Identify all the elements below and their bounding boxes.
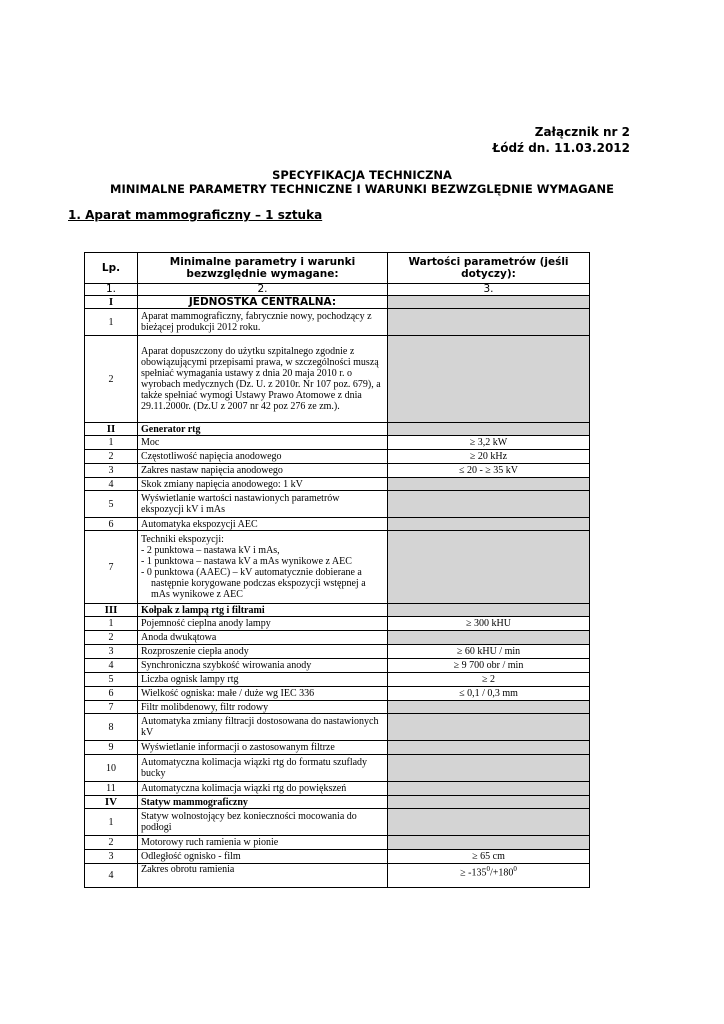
- table-row: [85, 617, 590, 631]
- row-lp: 7: [85, 701, 138, 714]
- row-lp: 3: [85, 850, 138, 864]
- row-param: Aparat mammograficzny, fabrycznie nowy, pochodzący z bieżącej produkcji 2012 roku.: [138, 309, 388, 336]
- attachment-header: [493, 124, 630, 156]
- row-value: ≥ 3,2 kW: [388, 436, 590, 450]
- table-row: [85, 796, 590, 809]
- row-lp: 6: [85, 518, 138, 531]
- row-param: Skok zmiany napięcia anodowego: 1 kV: [138, 478, 388, 491]
- row-value: [388, 631, 590, 645]
- row-param: Filtr molibdenowy, filtr rodowy: [138, 701, 388, 714]
- exposure-item: - 1 punktowa – nastawa kV a mAs wynikowe z AEC: [141, 556, 352, 567]
- row-param: Automatyczna kolimacja wiązki rtg do powiększeń: [138, 782, 388, 796]
- row-param: [138, 531, 388, 604]
- row-value: ≤ 0,1 / 0,3 mm: [388, 687, 590, 701]
- table-row: [85, 809, 590, 836]
- title-line-2: MINIMALNE PARAMETRY TECHNICZNE I WARUNKI BEZWZGLĘDNIE WYMAGANE: [110, 182, 614, 196]
- row-value: [388, 336, 590, 423]
- row-lp: 9: [85, 741, 138, 755]
- section-heading: 1. Aparat mammograficzny – 1 sztuka: [68, 208, 323, 222]
- row-value: ≥ 9 700 obr / min: [388, 659, 590, 673]
- table-row: [85, 604, 590, 617]
- header-lp: Lp.: [85, 253, 138, 284]
- table-row: [85, 423, 590, 436]
- table-row: [85, 464, 590, 478]
- column-number-2: 2.: [138, 284, 388, 296]
- row-lp: 4: [85, 659, 138, 673]
- row-param: Rozproszenie ciepła anody: [138, 645, 388, 659]
- row-value: ≥ 60 kHU / min: [388, 645, 590, 659]
- column-number-1: 1.: [85, 284, 138, 296]
- table-row: [85, 450, 590, 464]
- row-value: [388, 755, 590, 782]
- table-row: [85, 673, 590, 687]
- document-titles: [0, 168, 724, 196]
- row-param: Wyświetlanie wartości nastawionych parametrów ekspozycji kV i mAs: [138, 491, 388, 518]
- table-row: [85, 309, 590, 336]
- table-row: [85, 687, 590, 701]
- header-param: Minimalne parametry i warunki bezwzględnie wymagane:: [138, 253, 388, 284]
- degree-sup: 0: [486, 865, 490, 873]
- row-param: Synchroniczna szybkość wirowania anody: [138, 659, 388, 673]
- table-row: [85, 531, 590, 604]
- row-lp: 6: [85, 687, 138, 701]
- row-lp: II: [85, 423, 138, 436]
- row-lp: 4: [85, 478, 138, 491]
- row-lp: 5: [85, 491, 138, 518]
- row-value: [388, 796, 590, 809]
- row-value: [388, 423, 590, 436]
- exposure-intro: Techniki ekspozycji:: [141, 534, 224, 545]
- row-value: [388, 741, 590, 755]
- row-param: Zakres nastaw napięcia anodowego: [138, 464, 388, 478]
- table-row: [85, 850, 590, 864]
- row-lp: 8: [85, 714, 138, 741]
- row-value: [388, 836, 590, 850]
- table-row: [85, 631, 590, 645]
- specification-table: [84, 252, 590, 888]
- table-row: [85, 836, 590, 850]
- row-value: ≥ 20 kHz: [388, 450, 590, 464]
- table-row: [85, 659, 590, 673]
- row-param: Pojemność cieplna anody lampy: [138, 617, 388, 631]
- row-lp: III: [85, 604, 138, 617]
- row-value: ≥ 300 kHU: [388, 617, 590, 631]
- exposure-item: - 2 punktowa – nastawa kV i mAs,: [141, 545, 280, 556]
- row-lp: 7: [85, 531, 138, 604]
- row-param: Kołpak z lampą rtg i filtrami: [138, 604, 388, 617]
- place-date: Łódź dn. 11.03.2012: [492, 141, 630, 155]
- row-lp: 2: [85, 836, 138, 850]
- row-param: JEDNOSTKA CENTRALNA:: [138, 296, 388, 309]
- column-number-3: 3.: [388, 284, 590, 296]
- degree-sup: 0: [513, 865, 517, 873]
- row-param: Aparat dopuszczony do użytku szpitalnego zgodnie z obowiązującymi przepisami prawa, w szczególności muszą spełniać wymagania ustawy z dnia 20 maja 2010 r. o wyrobach medycznych (Dz. U. z 2010r. Nr 107 poz. 679), a także spełniać wymogi Ustawy Prawo Atomowe z dnia 29.11.2000r. (Dz.U z 2007 nr 42 poz 276 ze zm.).: [138, 336, 388, 423]
- table-row: [85, 518, 590, 531]
- row-value: ≥ 2: [388, 673, 590, 687]
- table-row: [85, 478, 590, 491]
- table-row: [85, 714, 590, 741]
- row-lp: 1: [85, 436, 138, 450]
- row-value: [388, 809, 590, 836]
- row-value: [388, 296, 590, 309]
- row-value: [388, 531, 590, 604]
- row-param: Anoda dwukątowa: [138, 631, 388, 645]
- row-param: Wyświetlanie informacji o zastosowanym filtrze: [138, 741, 388, 755]
- row-lp: 3: [85, 645, 138, 659]
- exposure-item: - 0 punktowa (AAEC) – kV automatycznie dobierane a następnie korygowane podczas ekspozycji wstępnej a mAs wynikowe z AEC: [141, 567, 366, 600]
- row-value: [388, 478, 590, 491]
- table-row: [85, 741, 590, 755]
- table-row: [85, 436, 590, 450]
- row-param: Motorowy ruch ramienia w pionie: [138, 836, 388, 850]
- row-param: Statyw mammograficzny: [138, 796, 388, 809]
- row-param: Statyw wolnostojący bez konieczności mocowania do podłogi: [138, 809, 388, 836]
- row-lp: 2: [85, 631, 138, 645]
- table-row: [85, 701, 590, 714]
- row-param: Częstotliwość napięcia anodowego: [138, 450, 388, 464]
- row-value: [388, 604, 590, 617]
- row-lp: 2: [85, 450, 138, 464]
- row-param: Zakres obrotu ramienia: [138, 864, 388, 888]
- attachment-number: Załącznik nr 2: [534, 125, 630, 139]
- row-param: Wielkość ogniska: małe / duże wg IEC 336: [138, 687, 388, 701]
- row-value: [388, 309, 590, 336]
- row-param: Automatyka ekspozycji AEC: [138, 518, 388, 531]
- header-value: Wartości parametrów (jeśli dotyczy):: [388, 253, 590, 284]
- row-value: [388, 714, 590, 741]
- table-row: [85, 645, 590, 659]
- rotation-min: ≥ -135: [460, 867, 487, 879]
- row-param: Automatyczna kolimacja wiązki rtg do formatu szuflady bucky: [138, 755, 388, 782]
- table-row: [85, 336, 590, 423]
- title-line-1: SPECYFIKACJA TECHNICZNA: [272, 168, 452, 182]
- row-lp: 11: [85, 782, 138, 796]
- column-number-row: [85, 284, 590, 296]
- row-value: [388, 491, 590, 518]
- row-param: Automatyka zmiany filtracji dostosowana do nastawionych kV: [138, 714, 388, 741]
- row-lp: 2: [85, 336, 138, 423]
- table-row: [85, 864, 590, 888]
- row-value: ≤ 20 - ≥ 35 kV: [388, 464, 590, 478]
- row-lp: 10: [85, 755, 138, 782]
- row-value: ≥ 65 cm: [388, 850, 590, 864]
- row-param: Moc: [138, 436, 388, 450]
- table-header-row: [85, 253, 590, 284]
- row-param: Odległość ognisko - film: [138, 850, 388, 864]
- row-value: [388, 518, 590, 531]
- rotation-max: /+180: [489, 867, 514, 879]
- row-param: Liczba ognisk lampy rtg: [138, 673, 388, 687]
- row-lp: IV: [85, 796, 138, 809]
- row-lp: 4: [85, 864, 138, 888]
- row-value: [388, 701, 590, 714]
- row-value: [388, 864, 590, 888]
- table-row: [85, 296, 590, 309]
- row-lp: 1: [85, 617, 138, 631]
- row-param: Generator rtg: [138, 423, 388, 436]
- table-row: [85, 755, 590, 782]
- row-lp: 1: [85, 809, 138, 836]
- row-lp: 3: [85, 464, 138, 478]
- row-lp: 5: [85, 673, 138, 687]
- table-row: [85, 491, 590, 518]
- row-lp: I: [85, 296, 138, 309]
- row-lp: 1: [85, 309, 138, 336]
- row-value: [388, 782, 590, 796]
- table-row: [85, 782, 590, 796]
